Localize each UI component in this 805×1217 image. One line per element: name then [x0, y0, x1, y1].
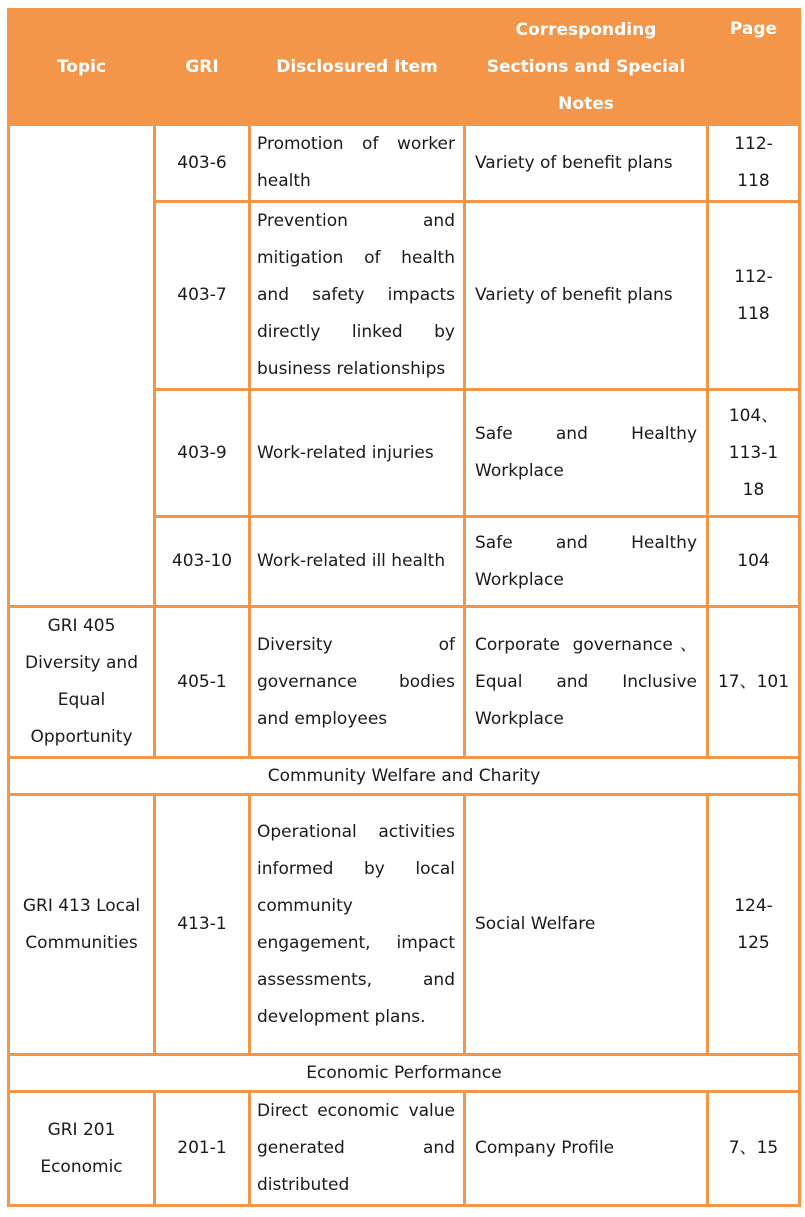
topic-cell: GRI 413 Local Communities [9, 795, 155, 1055]
page-ref [708, 202, 800, 390]
disclosured-item: Diversity of governance bodies and employees [250, 607, 465, 758]
section-header-economic: Economic Performance [9, 1055, 800, 1092]
disclosured-item: Promotion of worker health [250, 125, 465, 202]
gri-code: 405-1 [155, 607, 250, 758]
page-ref-text: 124-125 [734, 895, 773, 953]
corresponding-section: Safe and Healthy Workplace [465, 390, 708, 517]
gri-code: 413-1 [155, 795, 250, 1055]
page-ref-text: 112-118 [734, 266, 773, 324]
header-disclosured-item: Disclosured Item [250, 10, 465, 125]
gri-code: 201-1 [155, 1092, 250, 1206]
table-row [9, 125, 800, 202]
disclosured-item: Operational activities informed by local community engagement, impact assessments, and development plans. [250, 795, 465, 1055]
disclosured-item: Work-related ill health [250, 517, 465, 607]
disclosured-item: Direct economic value generated and distributed [250, 1092, 465, 1206]
table-row [9, 795, 800, 1055]
disclosured-item: Prevention and mitigation of health and safety impacts directly linked by business relationships [250, 202, 465, 390]
corresponding-section: Company Profile [465, 1092, 708, 1206]
topic-cell: GRI 201 Economic [9, 1092, 155, 1206]
page-ref: 104 [708, 517, 800, 607]
page-ref [708, 390, 800, 517]
gri-code: 403-7 [155, 202, 250, 390]
section-header-row [9, 1055, 800, 1092]
page-ref: 7、15 [708, 1092, 800, 1206]
page-ref-text: 104、113-118 [728, 405, 779, 500]
topic-cell-empty [9, 125, 155, 607]
section-header-row [9, 758, 800, 795]
gri-code: 403-10 [155, 517, 250, 607]
header-gri: GRI [155, 10, 250, 125]
disclosured-item: Work-related injuries [250, 390, 465, 517]
corresponding-section: Social Welfare [465, 795, 708, 1055]
page-ref-text: 112-118 [734, 134, 773, 191]
header-topic: Topic [9, 10, 155, 125]
table-row [9, 607, 800, 758]
page-ref [708, 795, 800, 1055]
section-header-community: Community Welfare and Charity [9, 758, 800, 795]
gri-code: 403-9 [155, 390, 250, 517]
topic-cell: GRI 405 Diversity and Equal Opportunity [9, 607, 155, 758]
page-ref: 17、101 [708, 607, 800, 758]
table-header-row [9, 10, 800, 125]
corresponding-section: Safe and Healthy Workplace [465, 517, 708, 607]
page-ref [708, 125, 800, 202]
gri-index-table [7, 8, 801, 1207]
header-corresponding-sections: Corresponding Sections and Special Notes [465, 10, 708, 125]
gri-code: 403-6 [155, 125, 250, 202]
header-page: Page [708, 10, 800, 125]
corresponding-section: Variety of benefit plans [465, 202, 708, 390]
table-row [9, 1092, 800, 1206]
corresponding-section: Variety of benefit plans [465, 125, 708, 202]
corresponding-section: Corporate governance、Equal and Inclusive Workplace [465, 607, 708, 758]
